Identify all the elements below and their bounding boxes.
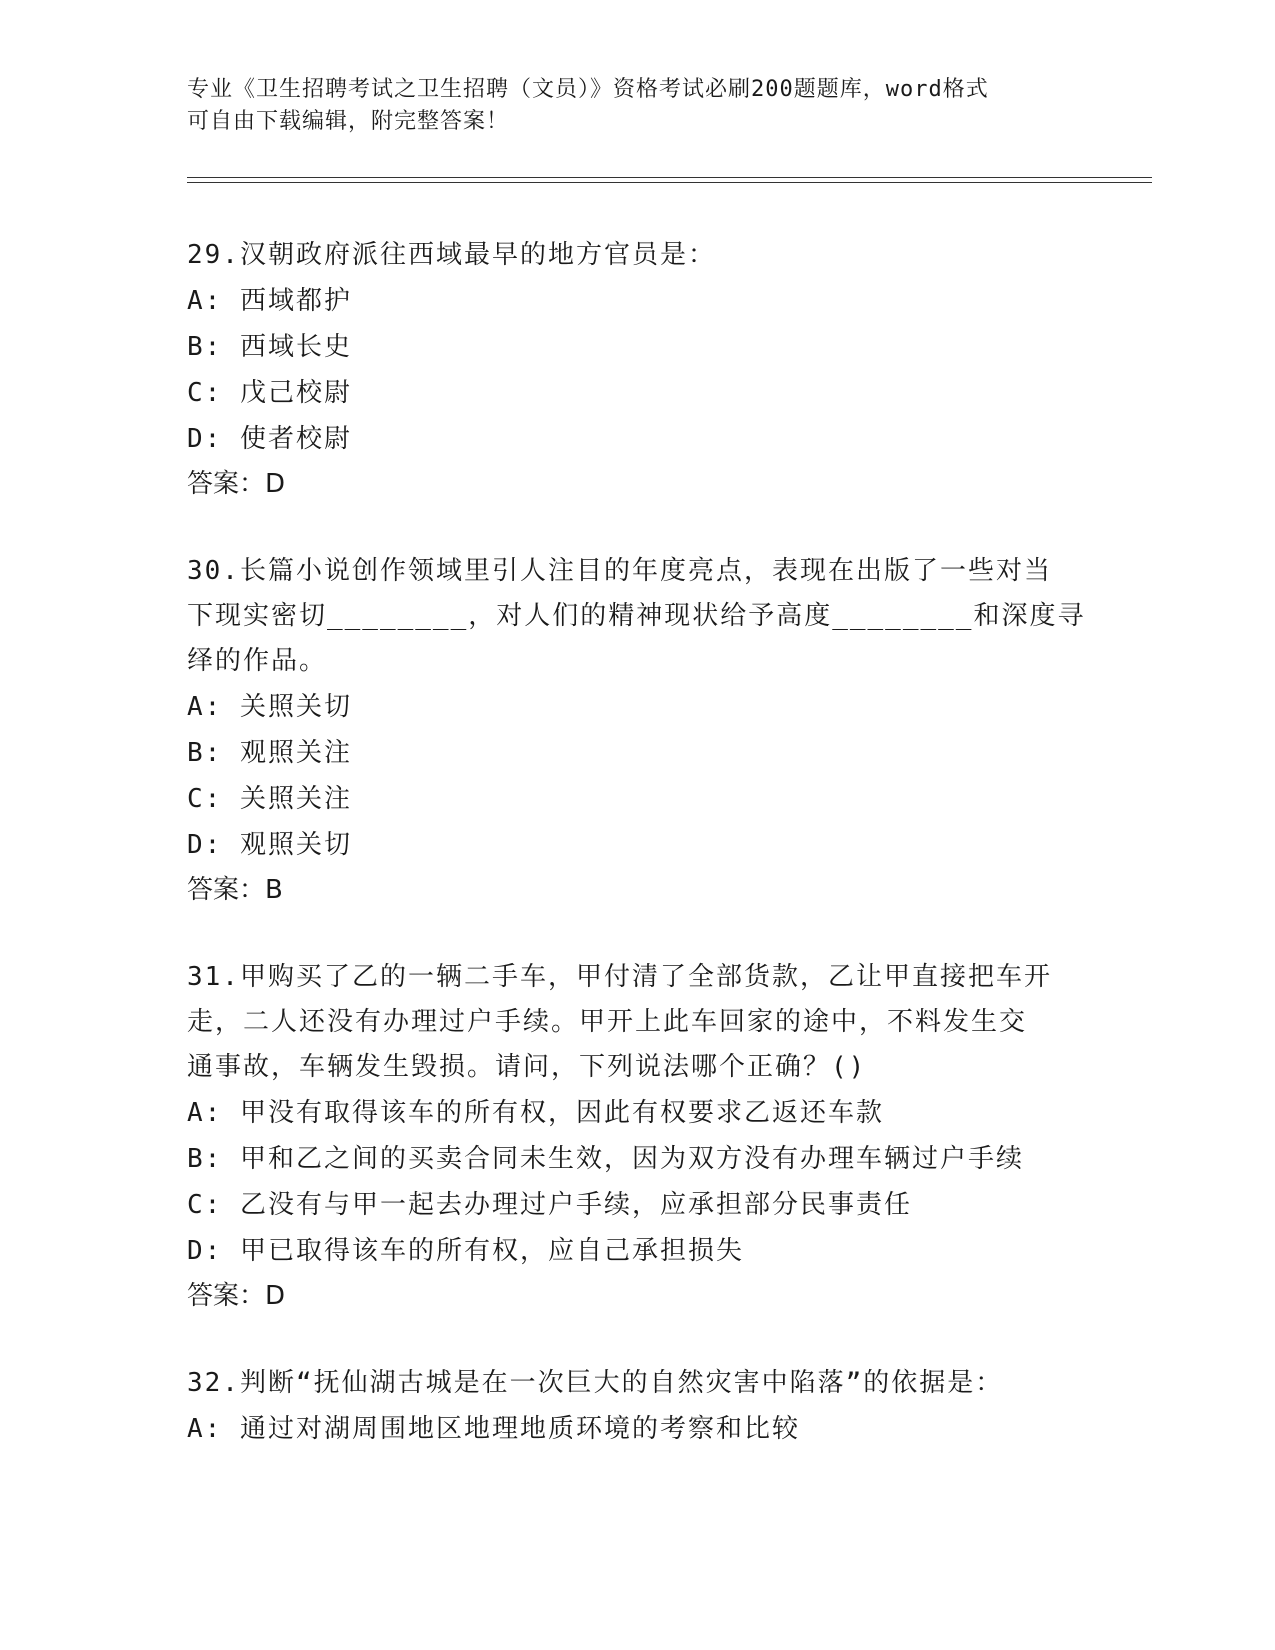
question-stem-line: 31.甲购买了乙的一辆二手车，甲付清了全部货款，乙让甲直接把车开 [187,962,1052,992]
question-30 [187,549,1087,913]
answer-line: 答案：D [187,469,286,499]
question-32 [187,1361,1087,1452]
question-29 [187,233,1087,507]
option-a: A: 通过对湖周围地区地理地质环境的考察和比较 [187,1414,800,1444]
answer-line: 答案：B [187,875,283,905]
question-stem-line: 下现实密切________，对人们的精神现状给予高度________和深度寻 [187,601,1086,631]
question-31 [187,955,1087,1319]
option-c: C: 乙没有与甲一起去办理过户手续，应承担部分民事责任 [187,1190,912,1220]
option-d: D: 甲已取得该车的所有权，应自己承担损失 [187,1236,744,1266]
option-a: A: 甲没有取得该车的所有权，因此有权要求乙返还车款 [187,1098,884,1128]
question-stem-line: 绎的作品。 [187,646,328,676]
header-line-2: 可自由下载编辑，附完整答案！ [187,109,510,134]
option-b: B: 观照关注 [187,738,352,768]
option-b: B: 西域长史 [187,332,352,362]
question-stem-line: 走，二人还没有办理过户手续。甲开上此车回家的途中，不料发生交 [187,1007,1028,1037]
option-c: C: 关照关注 [187,784,352,814]
question-stem-line: 32.判断“抚仙湖古城是在一次巨大的自然灾害中陷落”的依据是： [187,1368,1004,1398]
option-a: A: 关照关切 [187,692,352,722]
option-a: A: 西域都护 [187,286,352,316]
header-line-1: 专业《卫生招聘考试之卫生招聘（文员）》资格考试必刷200题题库，word格式 [187,77,989,102]
header-divider-top [187,177,1152,178]
header-divider-bottom [187,182,1152,183]
option-d: D: 观照关切 [187,830,352,860]
question-stem-line: 通事故，车辆发生毁损。请问，下列说法哪个正确？() [187,1052,867,1082]
option-c: C: 戊己校尉 [187,378,352,408]
option-b: B: 甲和乙之间的买卖合同未生效，因为双方没有办理车辆过户手续 [187,1144,1024,1174]
question-list [187,233,1087,1494]
option-d: D: 使者校尉 [187,424,352,454]
question-stem-line: 29.汉朝政府派往西域最早的地方官员是： [187,240,716,270]
answer-line: 答案：D [187,1281,286,1311]
document-header [187,74,1087,138]
question-stem-line: 30.长篇小说创作领域里引人注目的年度亮点，表现在出版了一些对当 [187,556,1052,586]
